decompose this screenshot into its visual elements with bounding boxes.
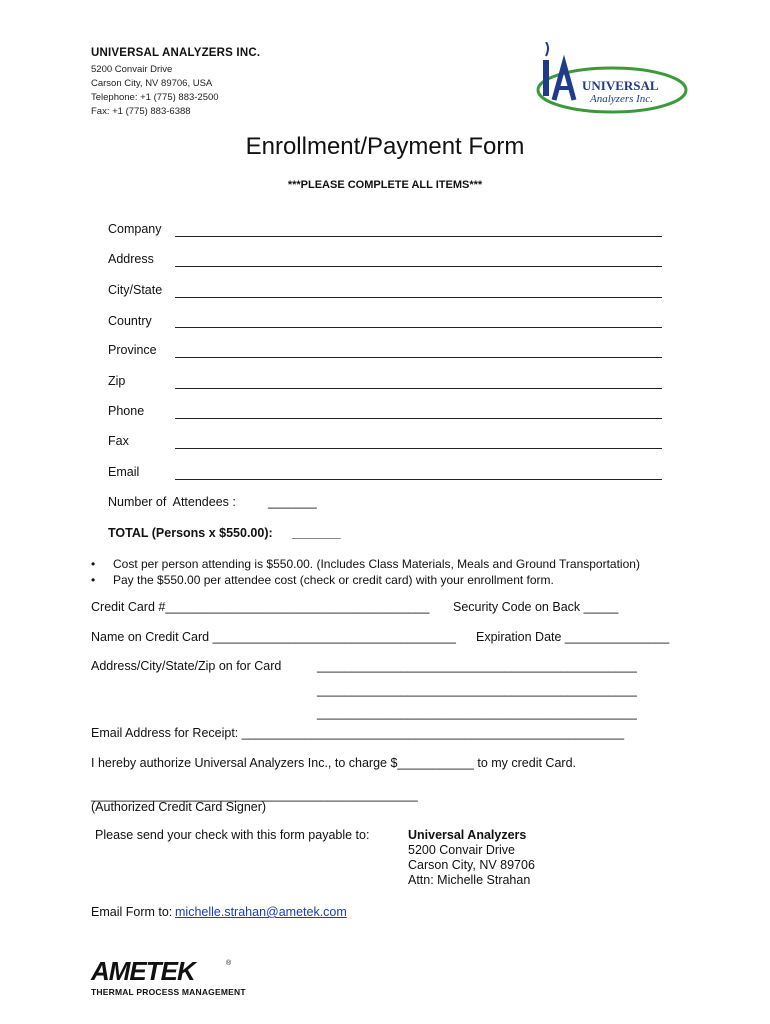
name-on-card-field[interactable]: Name on Credit Card ___________________________________	[91, 630, 456, 644]
email-field[interactable]	[175, 479, 662, 480]
province-label: Province	[108, 343, 157, 357]
bullet-icon: •	[91, 573, 96, 587]
zip-label: Zip	[108, 374, 126, 388]
bullet-icon: •	[91, 557, 96, 571]
total-label: TOTAL (Persons x $550.00):	[108, 526, 273, 540]
fax-field[interactable]	[175, 448, 662, 449]
universal-analyzers-logo	[530, 42, 690, 120]
credit-card-field[interactable]: Credit Card #______________________________________	[91, 600, 430, 614]
ametek-division: THERMAL PROCESS MANAGEMENT	[91, 987, 246, 997]
form-subtitle: ***PLEASE COMPLETE ALL ITEMS***	[287, 179, 483, 191]
card-address-label: Address/City/State/Zip on for Card	[91, 659, 282, 673]
payee-address-line: Carson City, NV 89706	[408, 858, 535, 872]
total-field[interactable]: _______	[292, 526, 341, 540]
expiration-field[interactable]: Expiration Date _______________	[476, 630, 670, 644]
email-form-link[interactable]: michelle.strahan@ametek.com	[175, 905, 347, 919]
address-label: Address	[108, 252, 154, 266]
form-title: Enrollment/Payment Form	[245, 133, 525, 160]
fax-label: Fax	[108, 434, 129, 448]
attendees-field[interactable]: _______	[268, 495, 317, 509]
ametek-logo: AMETEK	[91, 956, 195, 986]
bullet-pay: Pay the $550.00 per attendee cost (check or credit card) with your enrollment form.	[113, 573, 554, 587]
email-receipt-field[interactable]: Email Address for Receipt: _______________________________________________________	[91, 726, 625, 740]
company-address-line: Carson City, NV 89706, USA	[91, 78, 213, 89]
security-code-field[interactable]: Security Code on Back _____	[453, 600, 619, 614]
email-label: Email	[108, 465, 140, 479]
city-state-field[interactable]	[175, 297, 662, 298]
registered-mark: ®	[226, 960, 232, 967]
company-field[interactable]	[175, 236, 662, 237]
country-field[interactable]	[175, 327, 662, 328]
attendees-label: Number of Attendees :	[108, 495, 236, 509]
svg-text:Analyzers Inc.: Analyzers Inc.	[590, 93, 653, 105]
signer-label: (Authorized Credit Card Signer)	[91, 800, 267, 814]
payee-name: Universal Analyzers	[408, 828, 527, 842]
svg-text:UNIVERSAL: UNIVERSAL	[582, 78, 659, 93]
authorize-statement[interactable]: I hereby authorize Universal Analyzers Inc., to charge $___________ to my credit Card.	[91, 756, 576, 770]
province-field[interactable]	[175, 357, 662, 358]
signer-line[interactable]: _______________________________________________	[91, 788, 418, 802]
company-label: Company	[108, 222, 162, 236]
company-fax: Fax: +1 (775) 883-6388	[91, 106, 191, 117]
address-field[interactable]	[175, 266, 662, 267]
company-address-line: 5200 Convair Drive	[91, 64, 173, 75]
city-state-label: City/State	[108, 283, 163, 297]
company-phone: Telephone: +1 (775) 883-2500	[91, 92, 219, 103]
bullet-cost: Cost per person attending is $550.00. (Includes Class Materials, Meals and Ground Transportation)	[113, 557, 640, 571]
card-address-field[interactable]: ______________________________________________	[317, 683, 637, 697]
payee-address-line: 5200 Convair Drive	[408, 843, 515, 857]
company-name: UNIVERSAL ANALYZERS INC.	[91, 47, 261, 59]
phone-field[interactable]	[175, 418, 662, 419]
phone-label: Phone	[108, 404, 145, 418]
check-payable-label: Please send your check with this form payable to:	[95, 828, 370, 842]
payee-attn: Attn: Michelle Strahan	[408, 873, 531, 887]
card-address-field[interactable]: ______________________________________________	[317, 659, 637, 673]
card-address-field[interactable]: ______________________________________________	[317, 706, 637, 720]
email-form-label: Email Form to:	[91, 905, 173, 919]
zip-field[interactable]	[175, 388, 662, 389]
country-label: Country	[108, 314, 152, 328]
